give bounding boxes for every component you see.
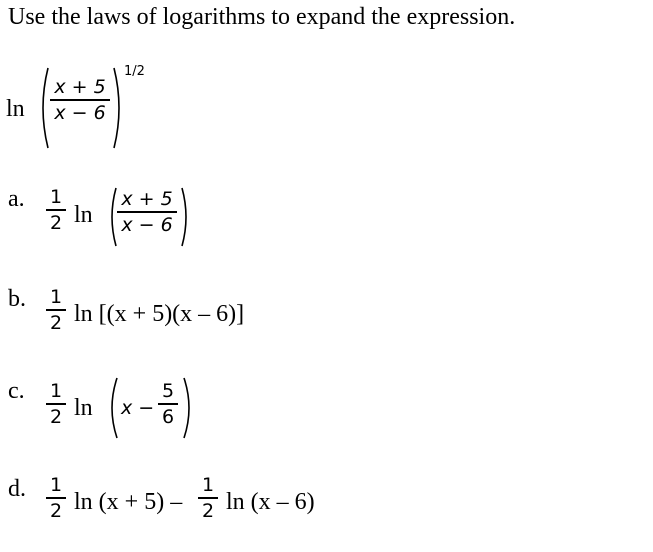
main-fraction xyxy=(50,76,110,124)
inner-denominator: 6 xyxy=(161,405,175,428)
option-expression-part1: ln (x + 5) – xyxy=(74,489,183,515)
coef-denominator: 2 xyxy=(49,311,63,334)
option-expression-part2: ln (x – 6) xyxy=(226,489,315,515)
ln-label: ln xyxy=(6,96,25,122)
coef-numerator: 1 xyxy=(49,474,63,496)
option-label: d. xyxy=(8,476,26,502)
second-coefficient-fraction xyxy=(198,474,218,522)
left-paren xyxy=(36,66,50,150)
fraction-bar xyxy=(117,211,177,213)
coefficient-fraction xyxy=(46,186,66,234)
ln-label: ln xyxy=(74,202,93,228)
fraction-bar xyxy=(46,403,66,405)
coef-denominator: 2 xyxy=(49,405,63,428)
coef-denominator: 2 xyxy=(49,211,63,234)
option-fraction xyxy=(117,188,177,236)
fraction-bar xyxy=(158,403,178,405)
option-label: a. xyxy=(8,186,25,212)
coef-denominator: 2 xyxy=(201,499,215,522)
coef-numerator: 1 xyxy=(201,474,215,496)
question-text: Use the laws of logarithms to expand the expression. xyxy=(8,4,516,30)
fraction-bar xyxy=(46,497,66,499)
option-expression: ln [(x + 5)(x – 6)] xyxy=(74,301,245,327)
coefficient-fraction xyxy=(46,380,66,428)
main-denominator: x − 6 xyxy=(54,101,106,124)
fraction-bar xyxy=(50,99,110,101)
coef-denominator: 2 xyxy=(49,499,63,522)
fraction-bar xyxy=(46,309,66,311)
ln-label: ln xyxy=(74,395,93,421)
inner-numerator: 5 xyxy=(161,380,175,402)
main-numerator: x + 5 xyxy=(54,76,106,98)
inner-variable: x − xyxy=(121,397,155,419)
option-label: c. xyxy=(8,378,25,404)
coefficient-fraction xyxy=(46,286,66,334)
option-numerator: x + 5 xyxy=(121,188,173,210)
coef-numerator: 1 xyxy=(49,380,63,402)
right-paren xyxy=(180,186,192,248)
option-denominator: x − 6 xyxy=(121,213,173,236)
option-label: b. xyxy=(8,286,26,312)
fraction-bar xyxy=(198,497,218,499)
coef-numerator: 1 xyxy=(49,186,63,208)
right-paren xyxy=(182,376,196,440)
left-paren xyxy=(105,376,119,440)
fraction-bar xyxy=(46,209,66,211)
coefficient-fraction xyxy=(46,474,66,522)
exponent: 1/2 xyxy=(124,64,145,79)
inner-fraction xyxy=(158,380,178,428)
coef-numerator: 1 xyxy=(49,286,63,308)
